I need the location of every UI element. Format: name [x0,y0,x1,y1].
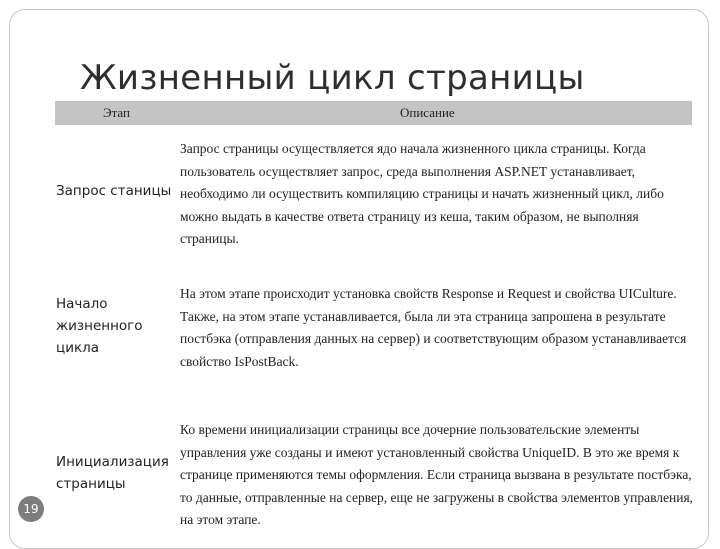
row-2-description: На этом этапе происходит установка свойств Response и Request и свойства UICulture. Также, на этом этапе устанавливается, была ли эта страница запрошена в результате постбэка (отправления данных на сервер) и соответствующим образом устанавливается свойство IsPostBack. [180,286,687,369]
row-3-description: Ко времени инициализации страницы все дочерние пользовательские элементы управления уже созданы и имеют установленный свойства UniqueID. В это же время к странице применяются темы оформления. Если страница вызвана в результате постбэка, то данные, отправленные на сервер, еще не загружены в свойства элементов управления, на этом этапе. [180,422,694,527]
header-stage: Этап [103,105,130,120]
page-number-badge: 19 [18,496,44,522]
row-1-stage: Запрос станицы [56,183,172,199]
row-2-stage: Начало жизненного цикла [56,296,143,356]
header-description: Описание [400,105,455,120]
row-3-stage: Инициализация страницы [56,454,169,492]
row-1-description: Запрос страницы осуществляется ядо начала жизненного цикла страницы. Когда пользователь осуществляет запрос, среда выполнения ASP.NET устанавливает, необходимо ли осуществить компиляцию страницы и начать жизненный цикл, либо можно выдать в качестве ответа страницу из кеша, таким образом, не выполняя страницы. [180,141,664,246]
table-header [55,101,692,125]
page-title: Жизненный цикл страницы [80,58,585,98]
